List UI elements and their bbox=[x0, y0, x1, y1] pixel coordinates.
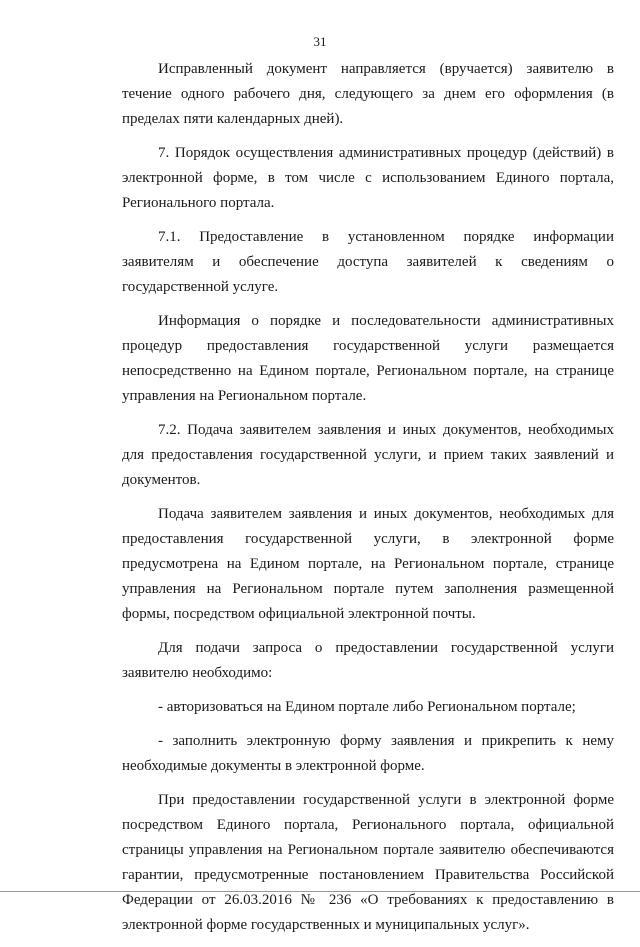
document-body bbox=[122, 57, 614, 947]
paragraph-section-7-2: 7.2. Подача заявителем заявления и иных документов, необходимых для предоставления государственной услуги, и прием таких заявлений и документов. bbox=[122, 422, 614, 488]
paragraph-request-requirements: Для подачи запроса о предоставлении государственной услуги заявителю необходимо: bbox=[122, 640, 614, 681]
paragraph-section-7-1: 7.1. Предоставление в установленном порядке информации заявителям и обеспечение доступа заявителей к сведениям о государственной услуге. bbox=[122, 229, 614, 295]
paragraph-information-placement: Информация о порядке и последовательности административных процедур предоставления государственной услуги размещается непосредственно на Едином портале, Региональном портале, на странице управления на Региональном портале. bbox=[122, 313, 614, 404]
list-item-authorize: - авторизоваться на Едином портале либо Региональном портале; bbox=[158, 699, 576, 715]
paragraph-submission-methods: Подача заявителем заявления и иных документов, необходимых для предоставления государственной услуги, в электронной форме предусмотрена на Едином портале, на Региональном портале, странице управления на Региональном портале путем заполнения размещенной формы, посредством официальной электронной почты. bbox=[122, 506, 614, 622]
list-item-fill-form: - заполнить электронную форму заявления и прикрепить к нему необходимые документы в электронной форме. bbox=[122, 733, 614, 774]
paragraph-guarantees: При предоставлении государственной услуги в электронной форме посредством Единого портала, Регионального портала, официальной страницы управления на Региональном портале заявителю обеспечиваются гарантии, предусмотренные постановлением Правительства Российской Федерации от 26.03.2016 № 236 «О требованиях к предоставлению в электронной форме государственных и муниципальных услуг». bbox=[122, 792, 614, 933]
paragraph-corrected-document: Исправленный документ направляется (вручается) заявителю в течение одного рабочего дня, следующего за днем его оформления (в пределах пяти календарных дней). bbox=[122, 61, 614, 127]
bottom-divider bbox=[0, 891, 640, 892]
page-number: 31 bbox=[313, 34, 327, 49]
paragraph-section-7-heading: 7. Порядок осуществления административных процедур (действий) в электронной форме, в том числе с использованием Единого портала, Регионального портала. bbox=[122, 145, 614, 211]
